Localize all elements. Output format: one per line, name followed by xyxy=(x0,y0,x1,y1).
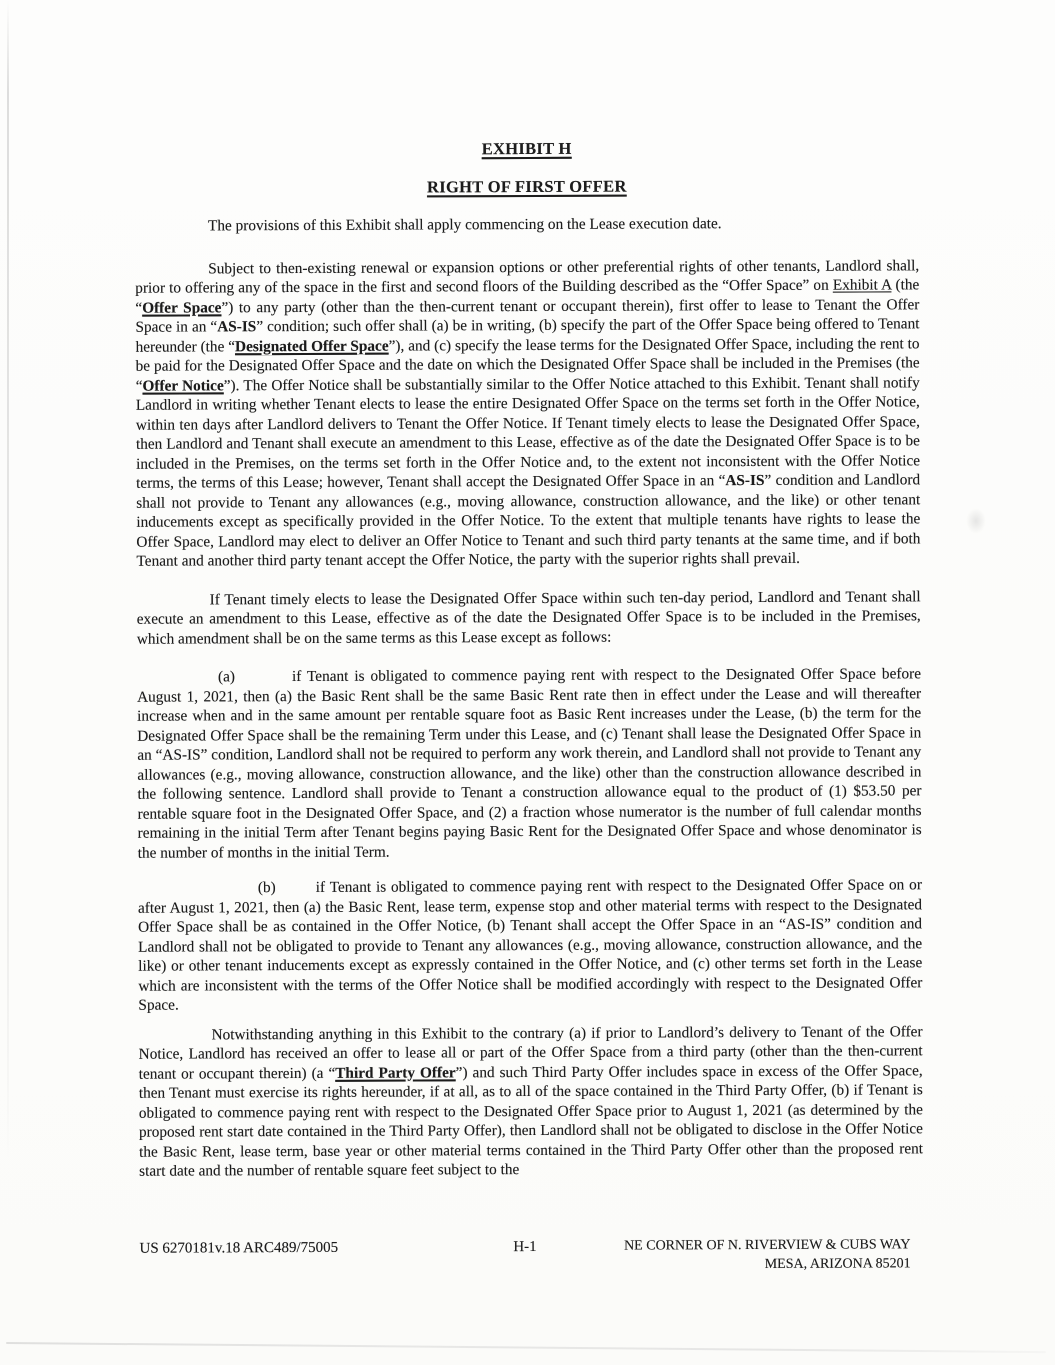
intro-paragraph: The provisions of this Exhibit shall apply commencing on the Lease execution date. xyxy=(207,215,722,235)
footer-address-line2: MESA, ARIZONA 85201 xyxy=(764,1255,911,1272)
footer-page-number: H-1 xyxy=(513,1238,537,1256)
paragraph xyxy=(135,256,920,571)
text-segment: Designated Offer Space xyxy=(234,337,389,355)
footer-doc-number: US 6270181v.18 ARC489/75005 xyxy=(139,1239,339,1257)
text-segment: ”), and (c) specify the lease terms for the Designated Offer Space, including the rent to be paid for the Designated Offer Space and the date on which the Designated Offer Space shall be included in the Premises (the “ xyxy=(135,334,920,395)
text-segment: ” condition; such offer shall (a) be in writing, (b) specify the part of the Offer Space being offered to Tenant hereunder (the “ xyxy=(135,315,920,356)
text-segment: AS-IS xyxy=(217,318,257,336)
text-segment: ” condition and Landlord shall not provide to Tenant any allowances (e.g., moving allowance, construction allowance, and the like) or other tenant inducements except as specifically provided in the Offer Notice. To the extent that multiple tenants have rights to lease the Offer Space, Landlord may elect to deliver an Offer Notice to Tenant and such third party tenants at the same time, and if both Tenant and another third party tenant accept the Offer Notice, the party with the superior rights shall prevail. xyxy=(136,471,921,570)
text-segment: ”) to any party (other than the then-current tenant or occupant therein), first offer to lease to Tenant the Offer Space in an “ xyxy=(135,295,920,336)
paragraph xyxy=(139,1022,924,1181)
exhibit-heading xyxy=(135,137,919,160)
text-segment: (a) xyxy=(217,668,236,686)
text-segment: Offer Space xyxy=(142,298,222,317)
document-body xyxy=(135,137,924,1181)
page-footer xyxy=(139,1236,910,1276)
text-segment: (the “ xyxy=(135,276,920,317)
text-segment: Notwithstanding anything in this Exhibit to the contrary (a) if prior to Landlord’s delivery to Tenant of the Offer Notice, Landlord has received an offer to lease all or part of the Offer Space from a third party (other than the then-current tenant or occupant therein) (a “ xyxy=(138,1022,923,1083)
footer-address xyxy=(537,1236,911,1275)
text-segment: Third Party Offer xyxy=(335,1063,456,1082)
footer-address-line1: NE CORNER OF N. RIVERVIEW & CUBS WAY xyxy=(624,1237,911,1254)
text-segment: Offer Notice xyxy=(142,376,224,395)
text-segment: Exhibit A xyxy=(832,276,892,294)
text-segment: Subject to then-existing renewal or expansion options or other preferential rights of other tenants, Landlord shall, prior to offering any of the space in the first and second floors of the Building described as the “Offer Space” on xyxy=(135,256,920,297)
text-segment: (b) xyxy=(257,879,276,897)
paragraphs xyxy=(135,256,923,1181)
text-segment: AS-IS xyxy=(725,471,765,490)
exhibit-heading-text: EXHIBIT H xyxy=(481,138,572,159)
paragraph xyxy=(137,664,922,862)
text-segment: if Tenant is obligated to commence paying rent with respect to the Designated Offer Space on or after August 1, 2021, then (a) the Basic Rent, lease term, expense stop and other material terms with respect to the Designated Offer Space shall be as contained in the Offer Notice, (b) Tenant shall accept the Offer Space in an “AS-IS” condition and Landlord shall not be obligated to provide to Tenant any allowances (e.g., moving allowance, construction allowance, and the like) or other tenant inducements except as expressly contained in the Offer Notice, and (c) other terms set forth in the Lease which are inconsistent with the terms of the Offer Notice shall be modified accordingly with respect to the Designated Offer Space. xyxy=(137,876,923,1014)
text-segment: ”). The Offer Notice shall be substantially similar to the Offer Notice attached to this Exhibit. Tenant shall notify Landlord in writing whether Tenant elects to lease the entire Designated Offer Space on the terms set forth in the Offer Notice, within ten days after Landlord delivers to Tenant the Offer Notice. If Tenant timely elects to lease the Designated Offer Space, then Landlord and Tenant shall execute an amendment to this Lease, effective as of the date the Designated Offer Space is to be included in the Premises, on the terms set forth in the Offer Notice and, to the extent not inconsistent with the Offer Notice terms, the terms of this Lease; however, Tenant shall accept the Designated Offer Space in an “ xyxy=(135,373,921,492)
paragraph xyxy=(138,875,923,1015)
text-segment: if Tenant is obligated to commence paying rent with respect to the Designated Offer Space before August 1, 2021, then (a) the Basic Rent shall be the same Basic Rent rate then in effect under the Lease and will thereafter increase when and in the same amount per rentable square foot as Basic Rent increases under the Lease, (b) the term for the Designated Offer Space shall be the remaining Term under this Lease, and (c) Tenant shall lease the Designated Offer Space in an “AS-IS” condition, Landlord shall not be required to perform any work therein, and Landlord shall not provide to Tenant any allowances (e.g., moving allowance, construction allowance, and the like) other than the construction allowance described in the following sentence. Landlord shall provide to Tenant a construction allowance equal to the product of (1) $53.50 per rentable square foot in the Designated Offer Space, and (2) a fraction whose numerator is the number of full calendar months remaining in the initial Term after Tenant begins paying Basic Rent for the Designated Offer Space and whose denominator is the number of months in the initial Term. xyxy=(137,665,922,862)
text-segment: If Tenant timely elects to lease the Designated Offer Space within such ten-day period, Landlord and Tenant shall execute an amendment to this Lease, effective as of the date the Designated Offer Space is to be included in the Premises, which amendment shall be on the same terms as this Lease except as follows: xyxy=(136,587,921,648)
document-title xyxy=(135,175,919,198)
document-title-text: RIGHT OF FIRST OFFER xyxy=(426,176,627,197)
text-segment: ”) and such Third Party Offer includes space in excess of the Offer Space, then Tenant must exercise its rights hereunder, if at all, as to all of the space contained in the Third Party Offer, (b) if Tenant is obligated to commence paying rent with respect to the Designated Offer Space prior to August 1, 2021 (as determined by the proposed rent start date contained in the Third Party Offer), then Landlord shall not be obligated to disclose in the Offer Notice the Basic Rent, lease term, base year or other material terms contained in the Third Party Offer other than the proposed rent start date and the number of rentable square feet subject to the xyxy=(138,1061,924,1180)
paragraph xyxy=(137,587,921,649)
